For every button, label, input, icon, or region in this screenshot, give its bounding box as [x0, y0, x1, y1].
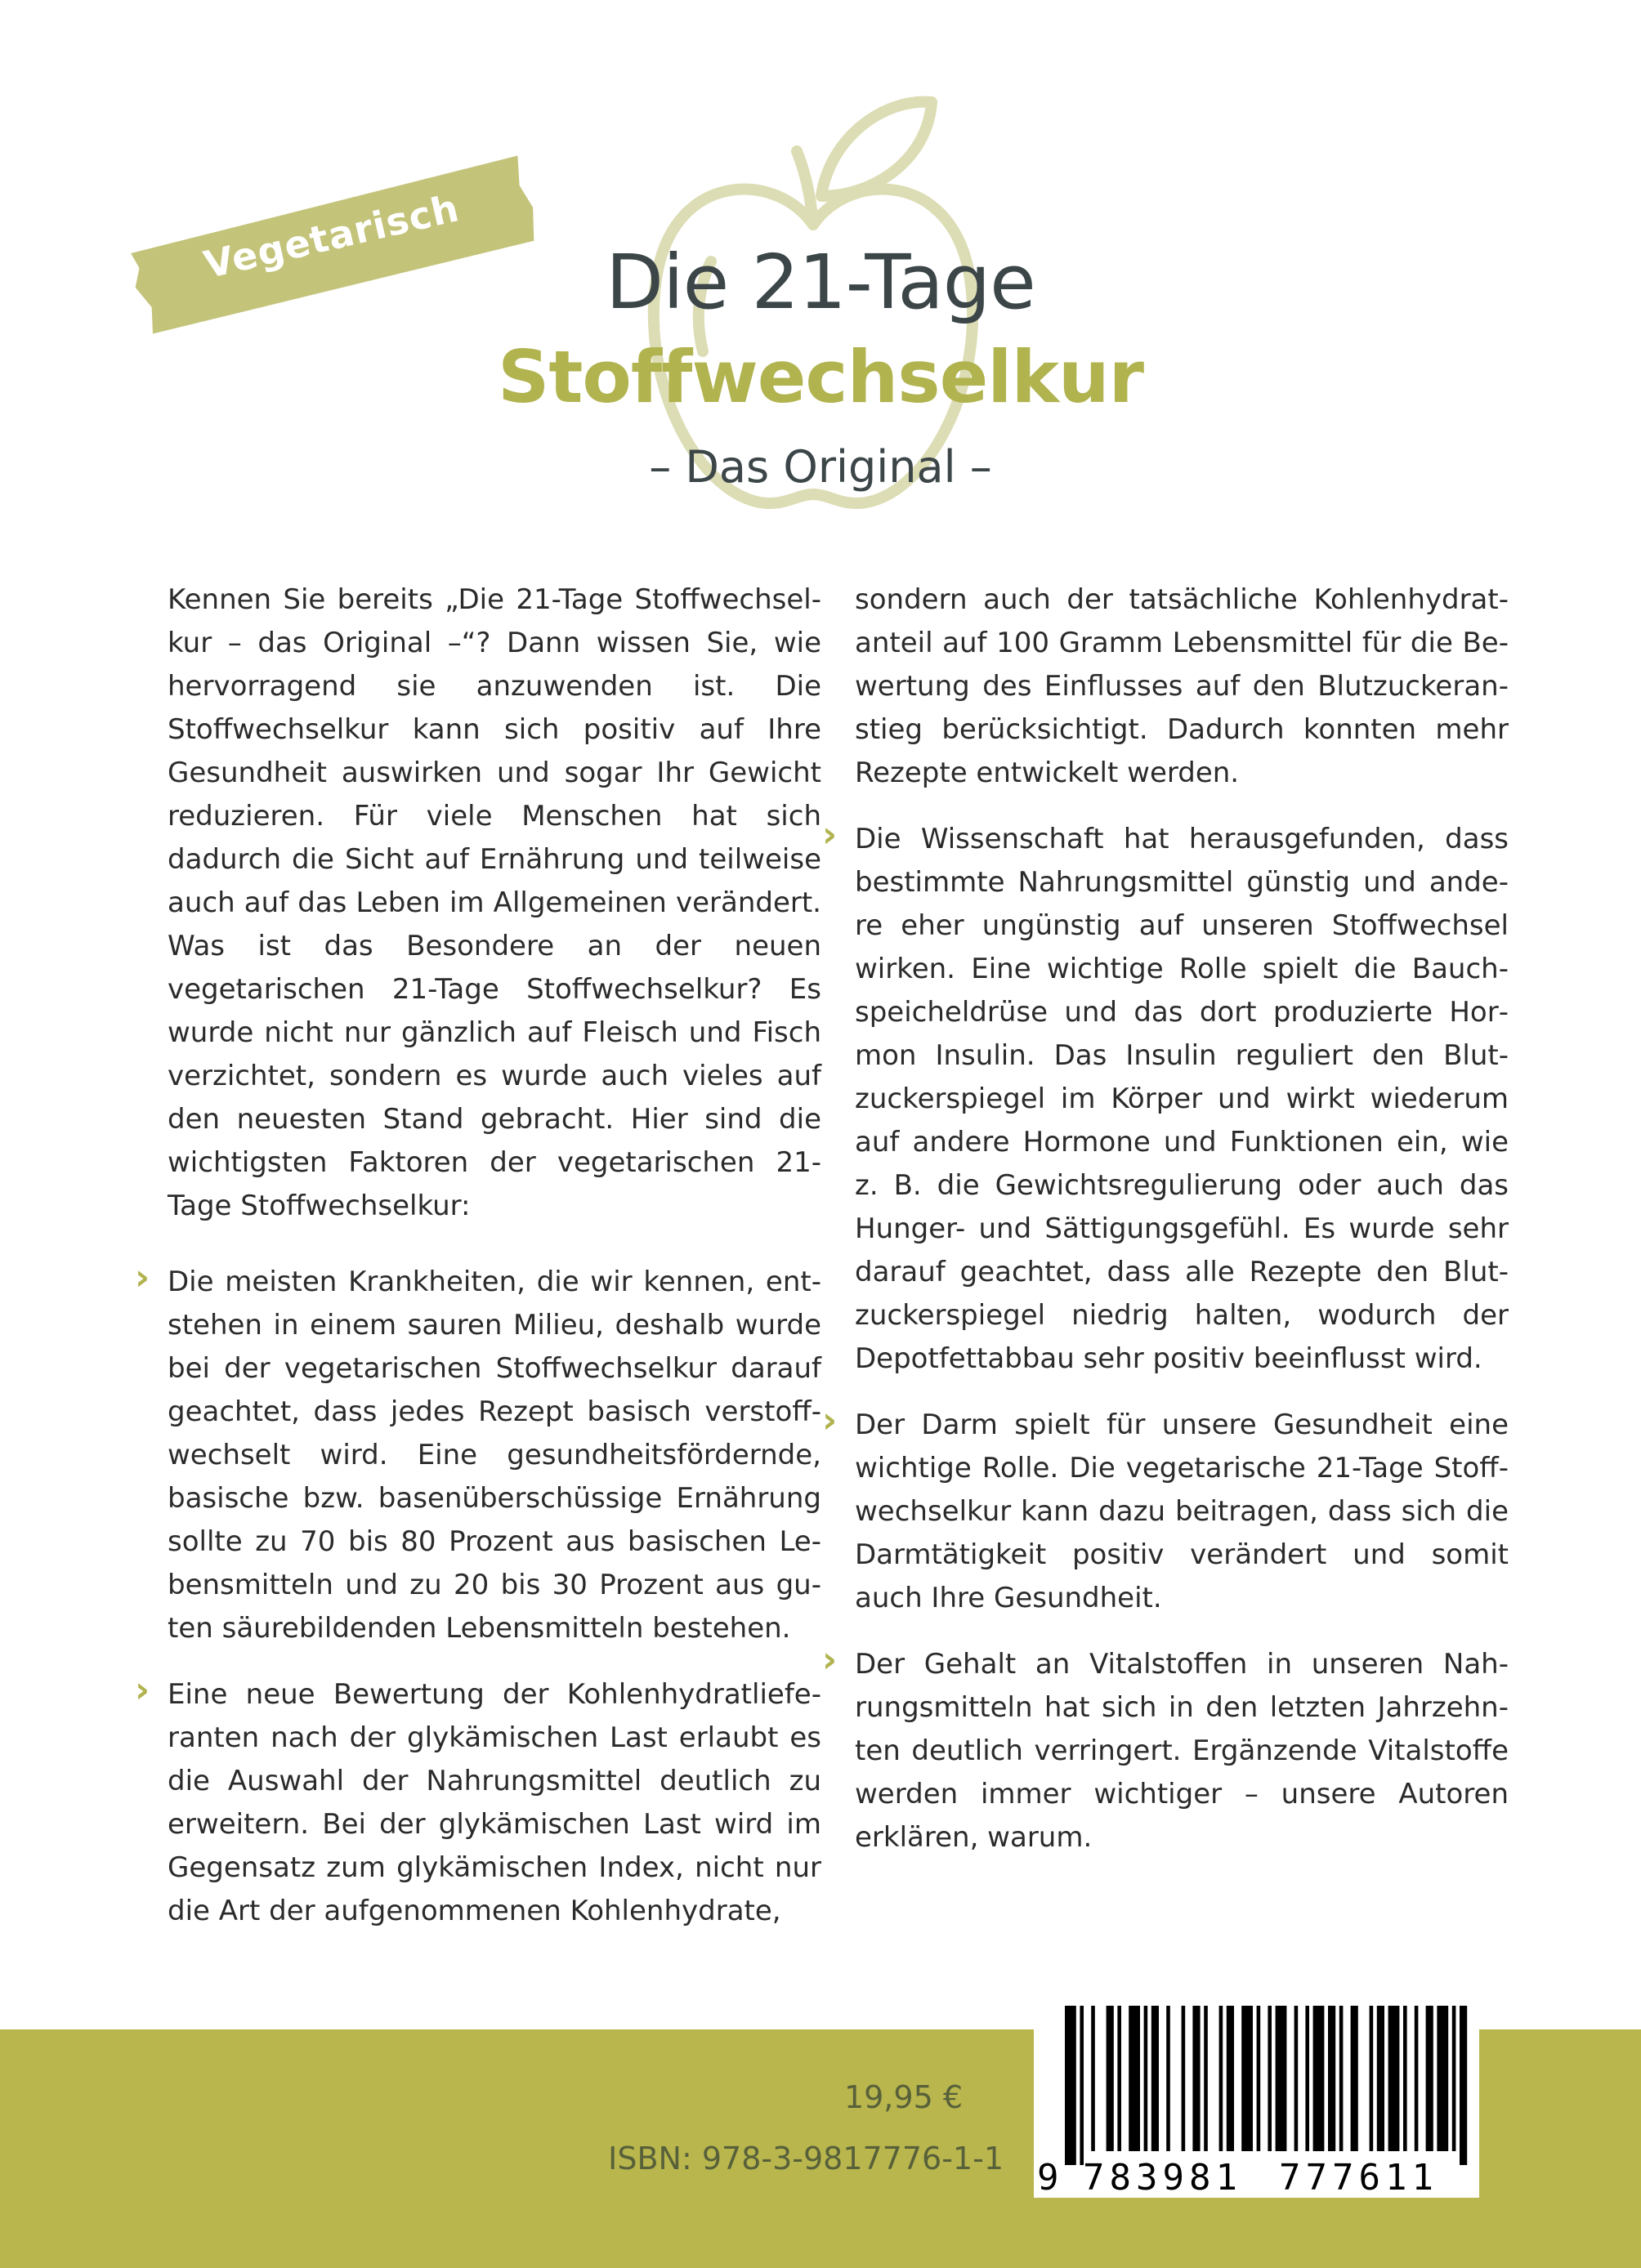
bullet-item-4: › Der Darm spielt für unsere Gesundheit eine wichtige Rolle. Die vegetarische 21-Tage Stoffwechselkur kann dazu beitragen, dass sich die Darmtätigkeit positiv verändert und somit auch Ihre Gesundheit.	[855, 1404, 1509, 1620]
barcode-bar	[1339, 2006, 1344, 2151]
barcode-bar	[1437, 2006, 1448, 2151]
barcode-bar	[1257, 2006, 1261, 2151]
price-label: 19,95 €	[843, 2079, 963, 2115]
title-line-2: Stoffwechselkur	[497, 335, 1144, 419]
barcode	[1034, 2006, 1479, 2198]
barcode-bar	[1166, 2006, 1170, 2151]
barcode-bar	[1388, 2006, 1400, 2151]
barcode-bar	[1129, 2006, 1140, 2151]
barcode-bar	[1377, 2006, 1384, 2151]
barcode-bar	[1460, 2006, 1467, 2165]
barcode-bar	[1241, 2006, 1253, 2151]
intro-paragraph: Kennen Sie bereits „Die 21-Tage Stoffwechselkur – das Original –“? Dann wissen Sie, wie hervorragend sie anzuwenden ist. Die Stoffwechselkur kann sich positiv auf Ihre Gesundheit auswirken und sogar Ihr Gewicht reduzieren. Für viele Menschen hat sich dadurch die Sicht auf Ernährung und teilweise auch auf das Leben im Allgemeinen verändert. Was ist das Besondere an der neuen vegetarischen 21-Tage Stoffwechselkur? Es wurde nicht nur gänzlich auf Fleisch und Fisch verzichtet, sondern es wurde auch vieles auf den neuesten Stand gebracht. Hier sind die wichtigsten Faktoren der vegetarischen 21-Tage Stoffwechselkur:	[168, 583, 821, 1222]
barcode-bar	[1351, 2006, 1358, 2151]
barcode-bar	[1370, 2006, 1374, 2151]
bullet-item-2: › Eine neue Bewertung der Kohlenhydratlieferanten nach der glykämischen Last erlaubt es die Auswahl der Nahrungsmittel deutlich zu erweitern. Bei der glykämischen Last wird im Gegensatz zum glykämischen Index, nicht nur die Art der aufgenommenen Kohlenhydrate,	[168, 1673, 821, 1933]
barcode-bar	[1107, 2006, 1114, 2151]
barcode-bar	[1415, 2006, 1419, 2151]
barcode-bar	[1294, 2006, 1299, 2151]
barcode-bar	[1328, 2006, 1335, 2151]
isbn-label: ISBN: 978-3-9817776-1-1	[608, 2141, 1004, 2176]
bullet-item-5: › Der Gehalt an Vitalstoffen in unseren Nahrungsmitteln hat sich in den letzten Jahrzehnten deutlich verringert. Ergänzende Vitalstoffe werden immer wichtiger – unsere Autoren erklären, warum.	[855, 1643, 1509, 1859]
title-line-1: Die 21-Tage	[606, 239, 1035, 326]
badge-label: Vegetarisch	[199, 185, 463, 288]
barcode-bar	[1204, 2006, 1208, 2151]
barcode-bar	[1182, 2006, 1186, 2151]
barcode-bars	[1058, 2006, 1475, 2165]
barcode-bar	[1091, 2006, 1095, 2151]
barcode-bar	[1426, 2006, 1433, 2151]
barcode-bar	[1144, 2006, 1148, 2151]
text-column-right	[855, 578, 1509, 1882]
barcode-digits-right: 777611	[1279, 2157, 1438, 2199]
bullet-item-2-continued: sondern auch der tatsächliche Kohlenhydratanteil auf 100 Gramm Lebensmittel für die Bewertung des Einflusses auf den Blutzuckeranstieg berücksichtigt. Dadurch konnten mehr Rezepte entwickelt werden.	[855, 583, 1509, 789]
bullet-item-3: › Die Wissenschaft hat herausgefunden, dass bestimmte Nahrungsmittel günstig und andere eher ungünstig auf unseren Stoffwechsel wirken. Eine wichtige Rolle spielt die Bauchspeicheldrüse und das dort produzierte Hormon Insulin. Das Insulin reguliert den Blutzuckerspiegel im Körper und wirkt wiederum auf andere Hormone und Funktionen ein, wie z. B. die Gewichtsregulierung oder auch das Hunger- und Sättigungsgefühl. Es wurde sehr darauf geachtet, dass alle Rezepte den Blutzuckerspiegel niedrig halten, wodurch der Depotfettabbau sehr positiv beeinflusst wird.	[855, 818, 1509, 1381]
barcode-bar	[1403, 2006, 1407, 2151]
barcode-digits-left: 783981	[1083, 2157, 1242, 2199]
barcode-bar	[1276, 2006, 1287, 2151]
barcode-bar	[1452, 2006, 1456, 2151]
barcode-bar	[1192, 2006, 1200, 2151]
text-column-left	[168, 578, 821, 1956]
barcode-bar	[1151, 2006, 1159, 2151]
barcode-bar	[1219, 2006, 1223, 2151]
barcode-bar	[1313, 2006, 1325, 2151]
barcode-bar	[1227, 2006, 1234, 2151]
title-line-3: – Das Original –	[649, 441, 992, 493]
barcode-bar	[1080, 2006, 1084, 2165]
barcode-bar	[1268, 2006, 1272, 2151]
barcode-bar	[1117, 2006, 1121, 2151]
barcode-digits	[1034, 2157, 1479, 2198]
barcode-bar	[1065, 2006, 1076, 2165]
barcode-digit-first: 9	[1037, 2157, 1059, 2199]
barcode-bar	[1305, 2006, 1309, 2151]
bullet-item-1: › Die meisten Krankheiten, die wir kennen, entstehen in einem sauren Milieu, deshalb wurde bei der vegetarischen Stoffwechselkur darauf geachtet, dass jedes Rezept basisch verstoffwechselt wird. Eine gesundheitsfördernde, basische bzw. basenüberschüssige Ernährung sollte zu 70 bis 80 Prozent aus basischen Lebensmitteln und zu 20 bis 30 Prozent aus guten säurebildenden Lebensmitteln bestehen.	[168, 1261, 821, 1650]
